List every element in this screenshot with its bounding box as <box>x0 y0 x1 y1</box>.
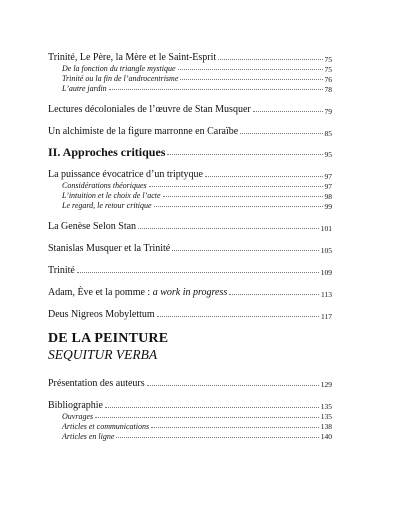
toc-entry-title: Un alchimiste de la figure marronne en Caraïbe <box>48 126 239 137</box>
toc-subentry-page: 97 <box>324 181 332 191</box>
dot-leader <box>167 154 322 155</box>
dot-leader <box>147 385 319 386</box>
toc-subentry <box>48 190 332 200</box>
table-of-contents <box>48 50 332 441</box>
part-subheading: SEQUITUR VERBA <box>48 347 158 362</box>
toc-subentry-title: Articles et communications <box>62 421 150 431</box>
toc-entry-title: Deus Nigreos Mobylettum <box>48 309 155 320</box>
toc-entry <box>48 219 332 232</box>
toc-subentry-title: De la fonction du triangle mystique <box>62 64 176 73</box>
dot-leader <box>157 316 319 317</box>
toc-subentry <box>48 63 332 73</box>
toc-subentry <box>48 421 332 431</box>
dot-leader <box>109 89 323 90</box>
toc-subentry-title: Trinité ou la fin de l’androcentrisme <box>62 74 179 83</box>
toc-subentry <box>48 200 332 210</box>
spacer <box>48 254 332 263</box>
dot-leader <box>218 59 322 60</box>
toc-subentry-title: Considérations théoriques <box>62 181 147 190</box>
toc-entry <box>48 307 332 320</box>
toc-entry <box>48 398 332 411</box>
toc-entry-title: Lectures décoloniales de l’œuvre de Stan Musquer <box>48 104 251 115</box>
spacer <box>48 115 332 124</box>
toc-subentry-page: 138 <box>320 422 332 431</box>
toc-entry-title: La puissance évocatrice d’un triptyque <box>48 169 203 180</box>
toc-entry <box>48 263 332 276</box>
toc-section-page: 95 <box>324 149 332 159</box>
toc-entry-page: 85 <box>324 128 332 138</box>
toc-entry-title: Bibliographie <box>48 399 103 411</box>
dot-leader <box>151 427 319 428</box>
spacer <box>48 158 332 167</box>
toc-entry <box>48 167 332 180</box>
toc-subentry-page: 78 <box>324 84 332 94</box>
toc-subentry-title: L’intuition et le choix de l’acte <box>62 191 161 200</box>
toc-entry-page: 105 <box>320 245 332 255</box>
toc-entry-title-prefix: Adam, Ève et la pomme : <box>48 287 153 298</box>
toc-entry <box>48 241 332 254</box>
spacer <box>48 232 332 241</box>
toc-entry-title: Trinité <box>48 265 75 276</box>
toc-subentry-page: 140 <box>320 432 332 441</box>
dot-leader <box>116 437 318 438</box>
toc-entry-page: 109 <box>320 267 332 277</box>
dot-leader <box>229 294 319 295</box>
dot-leader <box>77 272 319 273</box>
toc-subentry <box>48 73 332 83</box>
toc-entry-title: Stanislas Musquer et la Trinité <box>48 243 171 254</box>
toc-entry-page: 113 <box>321 289 332 299</box>
toc-entry-title: Présentation des auteurs <box>48 377 145 389</box>
toc-entry-page: 101 <box>320 223 332 233</box>
dot-leader <box>105 407 319 408</box>
dot-leader <box>149 186 323 187</box>
toc-subentry-page: 98 <box>324 191 332 201</box>
toc-entry-page: 129 <box>320 380 332 389</box>
toc-subentry-title: Articles en ligne <box>62 431 115 441</box>
dot-leader <box>154 206 323 207</box>
toc-subentry-page: 135 <box>320 412 332 421</box>
toc-entry-page: 79 <box>324 106 332 116</box>
toc-entry-page: 97 <box>324 171 332 181</box>
toc-section-title: II. Approches critiques <box>48 145 166 159</box>
dot-leader <box>138 228 319 229</box>
toc-section <box>48 143 332 158</box>
toc-subentry-title: L’autre jardin <box>62 84 107 93</box>
part-heading: DE LA PEINTURE <box>48 331 169 346</box>
toc-entry <box>48 124 332 137</box>
toc-subentry <box>48 411 332 421</box>
spacer <box>48 298 332 307</box>
toc-subentry-page: 75 <box>324 64 332 74</box>
dot-leader <box>205 176 323 177</box>
toc-entry <box>48 50 332 63</box>
toc-subentry <box>48 180 332 190</box>
toc-entry-title: Trinité, Le Père, la Mère et le Saint-Esprit <box>48 52 217 63</box>
spacer <box>48 93 332 102</box>
toc-subentry-title: Le regard, le retour critique <box>62 201 152 210</box>
dot-leader <box>240 133 322 134</box>
toc-subentry <box>48 431 332 441</box>
toc-entry <box>48 285 332 298</box>
dot-leader <box>95 417 319 418</box>
dot-leader <box>253 111 323 112</box>
toc-entry <box>48 376 332 389</box>
toc-subentry <box>48 83 332 93</box>
toc-entry-title <box>48 288 227 298</box>
spacer <box>48 210 332 219</box>
dot-leader <box>178 69 323 70</box>
toc-subentry-page: 99 <box>324 201 332 211</box>
toc-subentry-page: 76 <box>324 74 332 84</box>
dot-leader <box>172 250 319 251</box>
dot-leader <box>180 79 322 80</box>
toc-entry-page: 75 <box>324 54 332 64</box>
toc-entry-page: 135 <box>320 402 332 411</box>
spacer <box>48 389 332 398</box>
spacer <box>48 276 332 285</box>
toc-entry <box>48 102 332 115</box>
dot-leader <box>163 196 323 197</box>
toc-entry-title: La Genèse Selon Stan <box>48 221 137 232</box>
toc-entry-page: 117 <box>321 311 332 321</box>
toc-subentry-title: Ouvrages <box>62 411 94 421</box>
toc-entry-title-italic: a work in progress <box>152 287 228 298</box>
